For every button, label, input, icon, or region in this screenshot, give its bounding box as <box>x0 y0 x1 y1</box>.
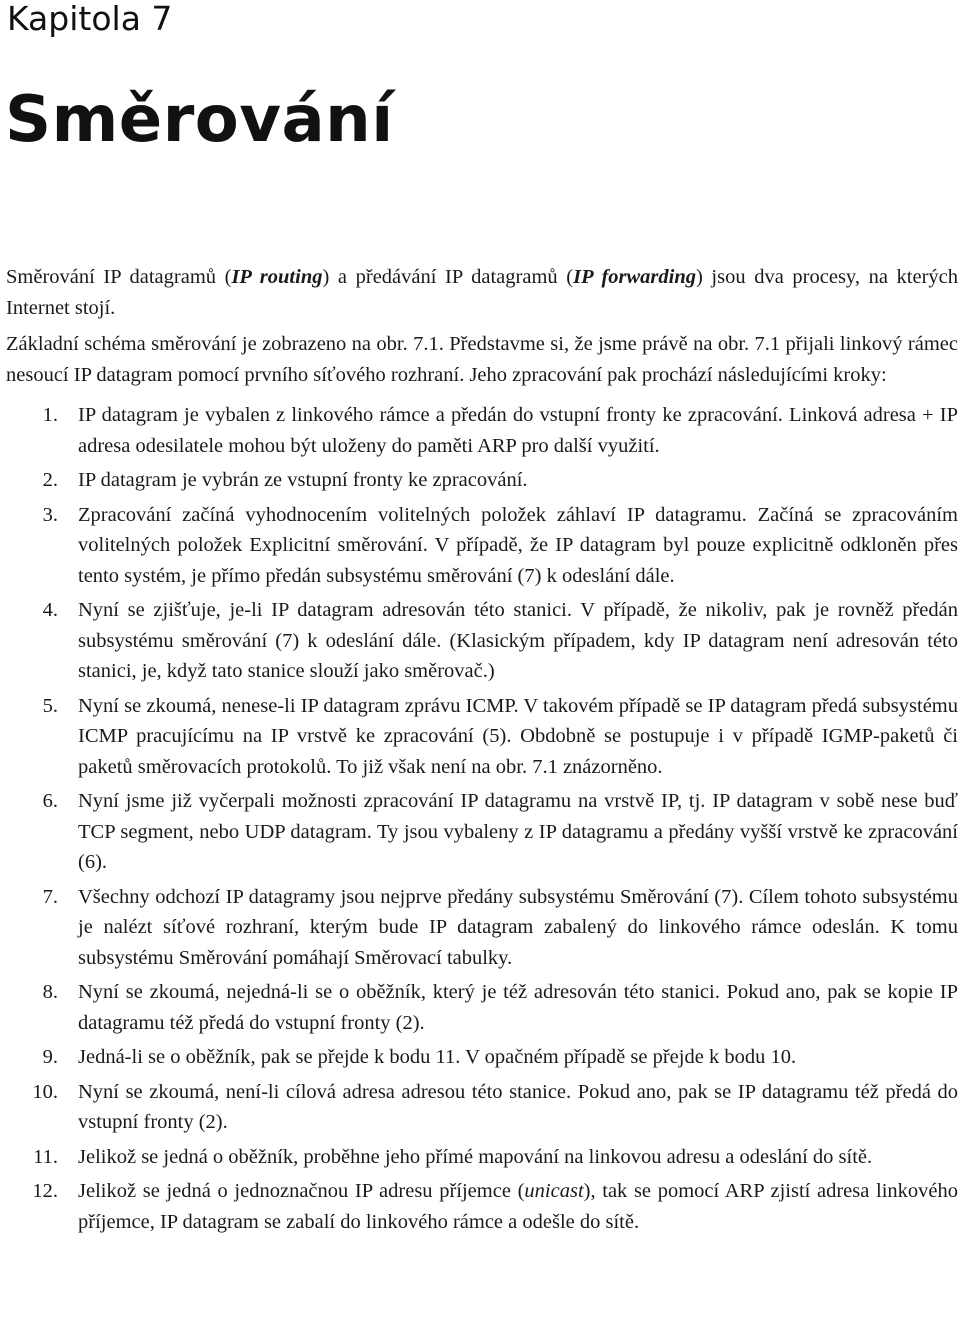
list-item <box>6 1142 958 1173</box>
term-unicast: unicast <box>524 1180 584 1202</box>
list-item <box>6 500 958 592</box>
list-item <box>6 1042 958 1073</box>
list-item-text: IP datagram je vybalen z linkového rámce a předán do vstupní fronty ke zpracování. Linková adresa + IP adresa odesilatele mohou být uloženy do paměti ARP pro další využití. <box>78 404 958 457</box>
term-ip-forwarding: IP forwarding <box>573 266 696 288</box>
list-item-text: Zpracování začíná vyhodnocením volitelných položek záhlaví IP datagramu. Začíná se zpracováním volitelných položek Explicitní směrování. V případě, že IP datagram byl pouze explicitně odkloněn přes tento systém, je přímo předán subsystému směrování (7) k odeslání dále. <box>78 503 958 587</box>
list-item-number: 3. <box>42 503 58 526</box>
intro-paragraph-2: Základní schéma směrování je zobrazeno na obr. 7.1. Představme si, že jsme právě na obr. 7.1 přijali linkový rámec nesoucí IP datagram pomocí prvního síťového rozhraní. Jeho zpracování pak prochází následujícími kroky: <box>6 333 958 386</box>
list-item <box>6 465 958 496</box>
list-item <box>6 882 958 974</box>
list-item <box>6 1077 958 1138</box>
intro-paragraph-1 <box>6 262 958 323</box>
list-item <box>6 786 958 878</box>
intro-p1-part-a: Směrování IP datagramů ( <box>6 266 232 288</box>
processing-steps-list <box>6 400 958 1237</box>
list-item-number: 6. <box>42 790 58 812</box>
list-item-text-a: Jelikož se jedná o jednoznačnou IP adresu příjemce ( <box>78 1180 525 1202</box>
list-item <box>6 691 958 783</box>
list-item-number: 10. <box>32 1080 58 1103</box>
chapter-label: Kapitola 7 <box>7 0 173 38</box>
term-ip-routing: IP routing <box>231 266 323 288</box>
list-item-text: Všechny odchozí IP datagramy jsou nejprve předány subsystému Směrování (7). Cílem tohoto subsystému je nalézt síťové rozhraní, kterým bude IP datagram zabalený do linkového rámce odeslán. K tomu subsystému Směrování pomáhají Směrovací tabulky. <box>78 885 958 969</box>
list-item-number: 7. <box>42 885 58 908</box>
list-item-number: 8. <box>42 981 58 1003</box>
list-item <box>6 595 958 687</box>
list-item-text: Nyní se zjišťuje, je-li IP datagram adresován této stanici. V případě, že nikoliv, pak je rovněž předán subsystému směrování (7) k odeslání dále. (Klasickým případem, kdy IP datagram není adresován této stanici, je, když tato stanice slouží jako směrovač.) <box>78 599 958 682</box>
chapter-body <box>6 262 958 1241</box>
list-item-text-b: ), tak se pomocí ARP zjistí adresa linkového příjemce, IP datagram se zabalí do linkového rámce a odešle do sítě. <box>78 1180 959 1233</box>
list-item <box>6 1176 958 1237</box>
list-item-text: IP datagram je vybrán ze vstupní fronty ke zpracování. <box>78 469 528 491</box>
list-item-number: 9. <box>42 1046 58 1068</box>
list-item-text: Nyní se zkoumá, nenese-li IP datagram zprávu ICMP. V takovém případě se IP datagram předá subsystému ICMP pracujícímu na IP vrstvě ke zpracování (5). Obdobně se postupuje i v případě IGMP-paketů či paketů směrovacích protokolů. To již však není na obr. 7.1 znázorněno. <box>78 694 958 778</box>
list-item <box>6 400 958 461</box>
list-item-text: Nyní jsme již vyčerpali možnosti zpracování IP datagramu na vrstvě IP, tj. IP datagram v sobě nese buď TCP segment, nebo UDP datagram. Ty jsou vybaleny z IP datagramu a předány vyšší vrstvě ke zpracování (6). <box>78 790 958 873</box>
list-item-number: 2. <box>42 469 58 491</box>
chapter-title: Směrování <box>5 83 394 157</box>
list-item-number: 11. <box>33 1145 58 1168</box>
list-item <box>6 977 958 1038</box>
list-item-number: 4. <box>42 599 58 621</box>
list-item-text: Nyní se zkoumá, nejedná-li se o oběžník, který je též adresován této stanici. Pokud ano, pak se kopie IP datagramu též předá do vstupní fronty (2). <box>78 981 958 1034</box>
list-item-number: 12. <box>32 1180 58 1202</box>
intro-p1-part-b: ) a předávání IP datagramů ( <box>322 266 574 288</box>
list-item-text: Jedná-li se o oběžník, pak se přejde k bodu 11. V opačném případě se přejde k bodu 10. <box>78 1046 797 1068</box>
list-item-number: 1. <box>42 404 58 426</box>
list-item-text: Jelikož se jedná o oběžník, proběhne jeho přímé mapování na linkovou adresu a odeslání do sítě. <box>78 1145 873 1168</box>
list-item-text: Nyní se zkoumá, není-li cílová adresa adresou této stanice. Pokud ano, pak se IP datagramu též předá do vstupní fronty (2). <box>78 1080 958 1133</box>
intro-p1-part-c: ) jsou dva procesy, na kterých Internet stojí. <box>6 266 959 319</box>
list-item-number: 5. <box>42 694 58 717</box>
